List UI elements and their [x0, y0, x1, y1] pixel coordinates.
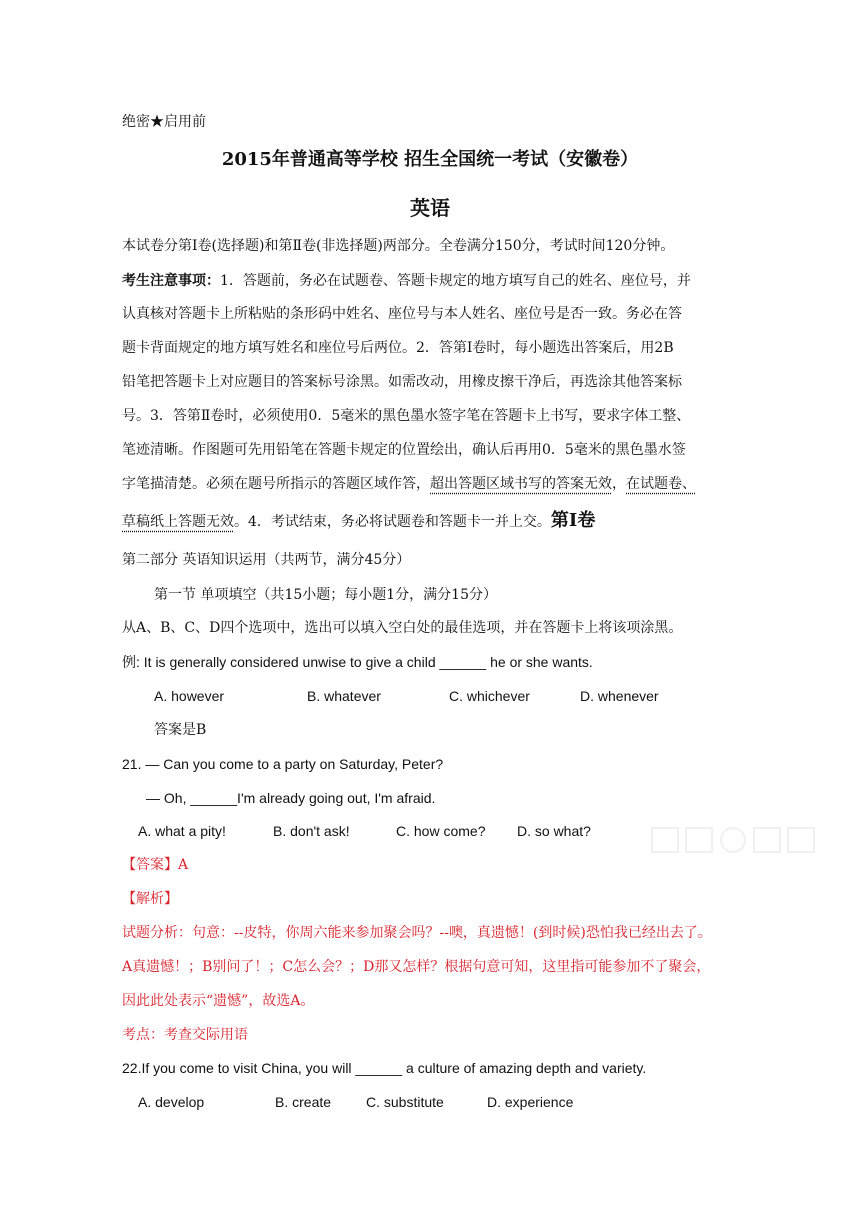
q21-knowledge-point: 考点：考查交际用语 [122, 1027, 248, 1043]
notes-text: 1．答题前，务必在试题卷、答题卡规定的地方填写自己的姓名、座位号，并 [220, 273, 691, 289]
q22-option-b: B. create [275, 1094, 332, 1110]
intro-line-4: 题卡背面规定的地方填写姓名和座位号后两位。2．答第Ⅰ卷时，每小题选出答案后，用2B [122, 340, 674, 356]
example-question: 例: It is generally considered unwise to give a child ______ he or she wants. [122, 654, 593, 670]
example-option-c: C. whichever [449, 688, 530, 704]
section-heading: 第一节 单项填空（共15小题；每小题1分，满分15分） [154, 587, 497, 603]
intro-line-9 [122, 511, 595, 532]
q21-analysis-label: 【解析】 [122, 891, 178, 907]
example-answer: 答案是B [154, 722, 207, 738]
part-heading: 第二部分 英语知识运用（共两节，满分45分） [122, 552, 411, 568]
q21-response: — Oh, ______I'm already going out, I'm afraid. [146, 790, 436, 806]
example-option-b: B. whatever [307, 688, 381, 704]
subject-title: 英语 [410, 196, 450, 220]
exam-title: 2015年普通高等学校 招生全国统一考试（安徽卷） [221, 149, 639, 170]
q21-prompt: 21. — Can you come to a party on Saturday, Peter? [122, 756, 444, 772]
intro-line-3: 认真核对答题卡上所粘贴的条形码中姓名、座位号与本人姓名、座位号是否一致。务必在答 [122, 306, 682, 322]
intro-line-8-plain: 字笔描清楚。必须在题号所指示的答题区域作答， [122, 476, 430, 492]
q21-option-a: A. what a pity! [138, 823, 226, 839]
q21-analysis-line-1: 试题分析：句意：--皮特，你周六能来参加聚会吗？--噢，真遗憾！(到时候)恐怕我已经出去了。 [122, 925, 712, 941]
intro-comma: ， [612, 476, 626, 492]
notes-label: 考生注意事项： [122, 273, 220, 289]
q21-analysis-line-3: 因此此处表示“遗憾”，故选A。 [122, 993, 315, 1009]
intro-line-5: 铅笔把答题卡上对应题目的答案标号涂黑。如需改动，用橡皮擦干净后，再选涂其他答案标 [122, 374, 682, 390]
q21-analysis-line-2: A真遗憾！；B别问了！；C怎么会？；D那又怎样？根据句意可知，这里指可能参加不了聚会， [122, 959, 711, 975]
q22-option-a: A. develop [138, 1094, 205, 1110]
intro-line-1: 本试卷分第Ⅰ卷(选择题)和第Ⅱ卷(非选择题)两部分。全卷满分150分，考试时间120分钟。 [122, 238, 675, 254]
volume-one-heading: 第Ⅰ卷 [550, 510, 596, 531]
example-option-d: D. whenever [580, 688, 659, 704]
confidential-label: 绝密★启用前 [122, 114, 206, 130]
emphasis-invalid-answer: 超出答题区域书写的答案无效 [430, 476, 612, 492]
q21-option-d: D. so what? [517, 823, 591, 839]
watermark-logo [650, 822, 820, 858]
q22-option-d: D. experience [487, 1094, 574, 1110]
q22-prompt: 22.If you come to visit China, you will ______ a culture of amazing depth and variety. [122, 1060, 647, 1076]
emphasis-scratch-paper: 草稿纸上答题无效 [122, 514, 234, 530]
intro-line-2 [122, 271, 691, 291]
q21-answer: 【答案】A [122, 857, 189, 873]
q22-option-c: C. substitute [366, 1094, 444, 1110]
intro-line-7: 笔迹清晰。作图题可先用铅笔在答题卡规定的位置绘出，确认后再用0．5毫米的黑色墨水签 [122, 442, 686, 458]
intro-line-8 [122, 474, 696, 494]
q21-option-b: B. don't ask! [273, 823, 350, 839]
intro-line-6: 号。3．答第Ⅱ卷时，必须使用0．5毫米的黑色墨水签字笔在答题卡上书写，要求字体工整、 [122, 408, 691, 424]
example-option-a: A. however [154, 688, 225, 704]
instructions: 从A、B、C、D四个选项中，选出可以填入空白处的最佳选项，并在答题卡上将该项涂黑。 [122, 620, 683, 636]
q21-option-c: C. how come? [396, 823, 486, 839]
intro-line-9-plain: 。4．考试结束，务必将试题卷和答题卡一并上交。 [234, 514, 551, 530]
emphasis-exam-paper: 在试题卷、 [626, 476, 696, 492]
